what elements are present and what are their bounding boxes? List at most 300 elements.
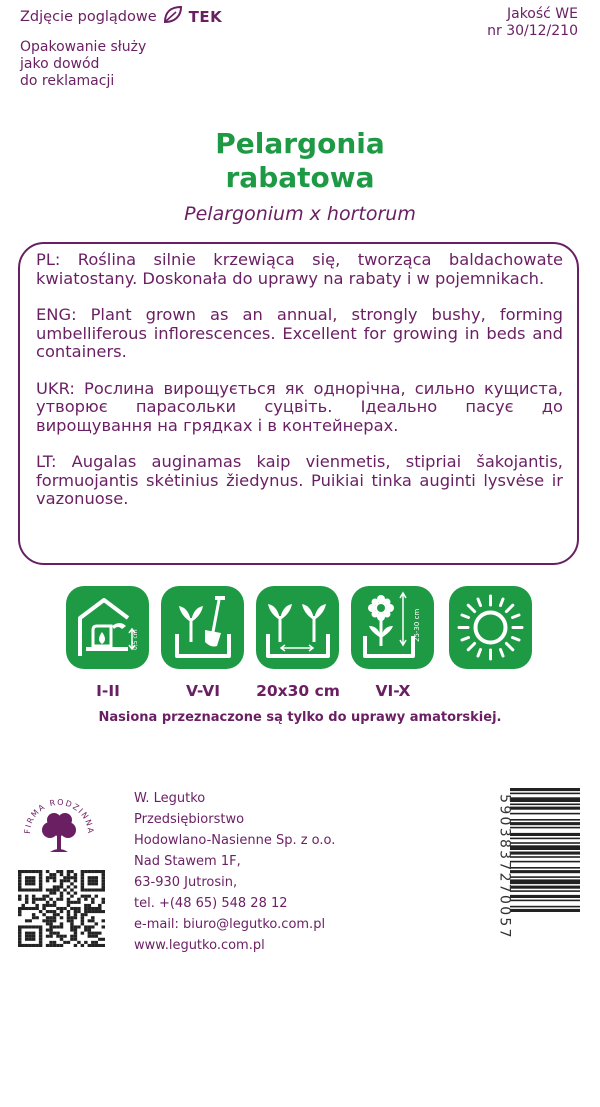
qr-module (60, 895, 63, 898)
leaf-icon (163, 6, 183, 29)
qr-module (77, 898, 80, 901)
qr-module (32, 944, 35, 947)
greenhouse-sowing-icon (66, 586, 149, 669)
qr-module (25, 879, 28, 882)
barcode-bar (510, 856, 580, 858)
qr-module (18, 885, 21, 888)
qr-module (74, 873, 77, 876)
qr-module (46, 922, 49, 925)
qr-module (81, 879, 84, 882)
package-note (20, 39, 222, 90)
qr-module (81, 919, 84, 922)
qr-module (39, 879, 42, 882)
qr-module (46, 870, 49, 873)
barcode-bar (510, 788, 580, 791)
qr-module (46, 901, 49, 904)
qr-module (39, 882, 42, 885)
barcode-digits: 5903837270057 (496, 794, 513, 940)
company-phone: tel. +(48 65) 548 28 12 (134, 896, 288, 911)
qr-module (32, 925, 35, 928)
qr-module (18, 913, 21, 916)
qr-module (25, 944, 28, 947)
qr-module (88, 944, 91, 947)
qr-module (70, 876, 73, 879)
qr-module (98, 938, 101, 941)
qr-module (60, 907, 63, 910)
qr-module (70, 916, 73, 919)
qr-module (35, 944, 38, 947)
qr-module (56, 935, 59, 938)
qr-module (67, 873, 70, 876)
qr-module (32, 901, 35, 904)
barcode-bar (510, 906, 580, 908)
tek-label: TEK (188, 8, 223, 26)
qr-module (74, 925, 77, 928)
qr-module (81, 870, 84, 873)
qr-module (84, 904, 87, 907)
qr-module (63, 907, 66, 910)
barcode-bar (510, 797, 580, 802)
qr-module (35, 898, 38, 901)
qr-module (53, 941, 56, 944)
description-box (18, 242, 579, 565)
qr-module (60, 938, 63, 941)
qr-module (56, 888, 59, 891)
qr-module (91, 944, 94, 947)
qr-module (88, 925, 91, 928)
barcode-bar (510, 900, 580, 902)
qr-module (49, 916, 52, 919)
qr-module (95, 910, 98, 913)
qr-module (95, 907, 98, 910)
qr-module (84, 898, 87, 901)
qr-module (67, 879, 70, 882)
qr-module (95, 879, 98, 882)
qr-module (21, 888, 24, 891)
qr-module (46, 879, 49, 882)
qr-module (70, 895, 73, 898)
qr-module (81, 895, 84, 898)
qr-module (63, 935, 66, 938)
qr-module (74, 907, 77, 910)
qr-module (81, 885, 84, 888)
qr-module (32, 895, 35, 898)
qr-module (102, 901, 105, 904)
qr-module (67, 904, 70, 907)
qr-module (49, 944, 52, 947)
barcode-bar (510, 870, 580, 873)
description-eng: ENG: Plant grown as an annual, strongly bushy, forming umbelliferous inflorescences. Excellent for growing in beds and containers. (36, 305, 563, 361)
qr-module (74, 913, 77, 916)
qr-module (39, 910, 42, 913)
qr-module (102, 938, 105, 941)
barcode-bar (510, 890, 580, 892)
qr-module (53, 910, 56, 913)
sowing-period-label: I-II (96, 682, 120, 700)
qr-module (25, 935, 28, 938)
qr-module (49, 898, 52, 901)
qr-module (95, 888, 98, 891)
qr-module (25, 888, 28, 891)
flowering-period-label: VI-X (375, 682, 411, 700)
barcode-bar (510, 807, 580, 810)
qr-module (60, 873, 63, 876)
qr-module (74, 935, 77, 938)
qr-module (53, 904, 56, 907)
qr-module (42, 913, 45, 916)
qr-module (56, 907, 59, 910)
qr-module (46, 895, 49, 898)
qr-module (88, 935, 91, 938)
qr-module (70, 922, 73, 925)
qr-module (49, 922, 52, 925)
qr-module (102, 873, 105, 876)
qr-module (67, 919, 70, 922)
qr-module (91, 932, 94, 935)
qr-module (91, 879, 94, 882)
qr-module (70, 870, 73, 873)
qr-module (53, 913, 56, 916)
qr-module (98, 888, 101, 891)
flowering-icon (351, 586, 434, 669)
qr-module (98, 904, 101, 907)
qr-module (88, 876, 91, 879)
qr-module (18, 876, 21, 879)
qr-module (74, 938, 77, 941)
qr-module (91, 907, 94, 910)
qr-module (21, 870, 24, 873)
qr-module (28, 876, 31, 879)
qr-module (60, 944, 63, 947)
qr-module (102, 910, 105, 913)
qr-module (32, 898, 35, 901)
qr-module (35, 888, 38, 891)
qr-module (63, 879, 66, 882)
qr-module (18, 935, 21, 938)
qr-module (91, 916, 94, 919)
qr-module (102, 876, 105, 879)
qr-module (81, 873, 84, 876)
barcode-bar (510, 852, 580, 855)
qr-module (39, 876, 42, 879)
qr-module (60, 892, 63, 895)
qr-module (67, 941, 70, 944)
qr-module (18, 929, 21, 932)
qr-module (56, 870, 59, 873)
description-ukr: UKR: Рослина вирощується як однорічна, сильно кущиста, утворює парасольки суцвіть. Ідеально пасує до вирощування на грядках і в контейнерах. (36, 378, 563, 435)
qr-module (28, 944, 31, 947)
svg-text:FIRMA RODZINNA: FIRMA RODZINNA (22, 797, 96, 836)
company-line: 63-930 Jutrosin, (134, 875, 238, 890)
qr-module (35, 907, 38, 910)
qr-module (60, 922, 63, 925)
qr-module (102, 882, 105, 885)
qr-module (35, 925, 38, 928)
qr-module (60, 898, 63, 901)
qr-module (77, 925, 80, 928)
qr-module (74, 944, 77, 947)
qr-module (18, 907, 21, 910)
barcode (488, 785, 583, 950)
qr-module (46, 919, 49, 922)
qr-module (42, 907, 45, 910)
qr-module (88, 910, 91, 913)
qr-module (81, 882, 84, 885)
amateur-note: Nasiona przeznaczone są tylko do uprawy amatorskiej. (98, 710, 502, 725)
qr-module (49, 932, 52, 935)
qr-module (60, 935, 63, 938)
planting-period-label: V-VI (186, 682, 220, 700)
qr-module (53, 879, 56, 882)
photo-note: Zdjęcie poglądowe (20, 9, 157, 25)
qr-module (88, 870, 91, 873)
qr-module (88, 895, 91, 898)
qr-module (28, 925, 31, 928)
qr-module (74, 910, 77, 913)
qr-module (95, 932, 98, 935)
product-title (0, 127, 600, 195)
barcode-bar (510, 861, 580, 863)
qr-module (46, 876, 49, 879)
qr-module (88, 904, 91, 907)
qr-module (28, 919, 31, 922)
qr-module (91, 910, 94, 913)
qr-module (56, 885, 59, 888)
qr-module (25, 919, 28, 922)
qr-module (91, 919, 94, 922)
qr-module (18, 888, 21, 891)
qr-module (39, 941, 42, 944)
description-pl: PL: Roślina silnie krzewiąca się, tworząca baldachowate kwiatostany. Doskonała do uprawy na rabaty i w pojemnikach. (36, 250, 563, 288)
qr-module (74, 885, 77, 888)
qr-module (25, 898, 28, 901)
qr-module (77, 901, 80, 904)
qr-module (32, 932, 35, 935)
qr-module (53, 885, 56, 888)
qr-module (56, 913, 59, 916)
qr-module (84, 941, 87, 944)
qr-module (39, 935, 42, 938)
qr-module (81, 888, 84, 891)
planting-out-icon (161, 586, 244, 669)
qr-module (102, 888, 105, 891)
qr-module (63, 941, 66, 944)
qr-module (25, 901, 28, 904)
qr-module (39, 932, 42, 935)
qr-module (53, 873, 56, 876)
qr-module (91, 941, 94, 944)
qr-module (46, 935, 49, 938)
qr-module (95, 935, 98, 938)
qr-module (95, 876, 98, 879)
barcode-bar (510, 793, 580, 795)
qr-module (28, 882, 31, 885)
qr-module (32, 916, 35, 919)
qr-module (74, 916, 77, 919)
qr-module (39, 944, 42, 947)
qr-module (74, 932, 77, 935)
qr-module (56, 898, 59, 901)
qr-module (81, 916, 84, 919)
quality-label: Jakość WE (506, 6, 578, 22)
barcode-bar (510, 827, 580, 829)
qr-module (74, 892, 77, 895)
qr-module (88, 888, 91, 891)
package-note-line: Opakowanie służy (20, 39, 147, 55)
qr-module (88, 907, 91, 910)
qr-module (35, 904, 38, 907)
qr-module (49, 910, 52, 913)
qr-module (56, 944, 59, 947)
company-email: e-mail: biuro@legutko.com.pl (134, 917, 326, 932)
barcode-bar (510, 895, 580, 898)
qr-module (53, 932, 56, 935)
qr-module (32, 888, 35, 891)
qr-module (21, 907, 24, 910)
height-label: 25-30 cm (413, 608, 421, 642)
qr-module (39, 925, 42, 928)
qr-module (60, 882, 63, 885)
qr-module (98, 932, 101, 935)
qr-module (49, 935, 52, 938)
qr-module (28, 879, 31, 882)
qr-module (49, 873, 52, 876)
qr-module (102, 879, 105, 882)
qr-module (88, 929, 91, 932)
qr-module (28, 870, 31, 873)
qr-module (49, 929, 52, 932)
qr-module (67, 876, 70, 879)
qr-module (60, 910, 63, 913)
qr-module (81, 876, 84, 879)
qr-module (67, 870, 70, 873)
qr-module (53, 876, 56, 879)
qr-module (60, 879, 63, 882)
company-line: Przedsiębiorstwo (134, 812, 245, 827)
qr-module (91, 901, 94, 904)
qr-module (53, 901, 56, 904)
qr-module (25, 870, 28, 873)
qr-code (18, 870, 105, 947)
qr-module (25, 925, 28, 928)
qr-module (39, 898, 42, 901)
qr-module (67, 885, 70, 888)
qr-module (53, 919, 56, 922)
spacing-icon (256, 586, 339, 669)
description-lt: LT: Augalas auginamas kaip vienmetis, stipriai šakojantis, formuojantis skėtinius žiedynus. Puikiai tinka auginti lysvėse ir vazonuose. (36, 452, 563, 508)
spacing-label: 20x30 cm (256, 682, 340, 700)
qr-module (60, 916, 63, 919)
header-right (487, 6, 578, 40)
qr-module (18, 910, 21, 913)
qr-module (46, 916, 49, 919)
barcode-bar (510, 842, 580, 844)
qr-module (42, 919, 45, 922)
qr-module (42, 898, 45, 901)
qr-module (46, 910, 49, 913)
qr-module (32, 935, 35, 938)
qr-module (67, 910, 70, 913)
barcode-bar (510, 879, 580, 884)
qr-module (70, 907, 73, 910)
qr-module (74, 901, 77, 904)
qr-module (39, 870, 42, 873)
qr-module (18, 873, 21, 876)
qr-module (74, 929, 77, 932)
qr-module (53, 892, 56, 895)
qr-module (67, 892, 70, 895)
barcode-bar (510, 886, 580, 889)
qr-module (81, 913, 84, 916)
qr-module (18, 895, 21, 898)
qr-module (25, 938, 28, 941)
qr-module (81, 944, 84, 947)
qr-module (84, 907, 87, 910)
qr-module (70, 901, 73, 904)
qr-module (95, 922, 98, 925)
qr-module (18, 898, 21, 901)
qr-module (91, 925, 94, 928)
barcode-bar (510, 813, 580, 815)
qr-module (25, 882, 28, 885)
qr-module (21, 925, 24, 928)
qr-module (46, 929, 49, 932)
depth-label: 0,5 cm (132, 629, 139, 650)
qr-module (46, 888, 49, 891)
qr-module (77, 941, 80, 944)
sun-icon (449, 586, 532, 669)
qr-module (49, 941, 52, 944)
qr-module (74, 876, 77, 879)
qr-module (32, 907, 35, 910)
qr-module (74, 879, 77, 882)
barcode-bar (510, 819, 580, 821)
title-line-1: Pelargonia (215, 127, 385, 160)
qr-module (49, 892, 52, 895)
qr-module (49, 876, 52, 879)
qr-module (25, 876, 28, 879)
qr-module (102, 885, 105, 888)
qr-module (46, 904, 49, 907)
qr-module (70, 935, 73, 938)
qr-module (70, 882, 73, 885)
qr-module (70, 919, 73, 922)
qr-module (32, 882, 35, 885)
qr-module (98, 870, 101, 873)
qr-module (18, 944, 21, 947)
qr-module (95, 941, 98, 944)
qr-module (39, 929, 42, 932)
qr-module (88, 932, 91, 935)
qr-module (25, 907, 28, 910)
qr-module (39, 873, 42, 876)
company-website: www.legutko.com.pl (134, 938, 265, 953)
qr-module (67, 898, 70, 901)
qr-module (49, 888, 52, 891)
qr-module (32, 938, 35, 941)
barcode-bar (510, 845, 580, 850)
barcode-bar (510, 833, 580, 836)
qr-module (25, 895, 28, 898)
qr-module (88, 882, 91, 885)
qr-module (91, 935, 94, 938)
qr-module (84, 913, 87, 916)
qr-module (35, 870, 38, 873)
qr-module (63, 888, 66, 891)
barcode-bar (510, 867, 580, 869)
qr-module (32, 870, 35, 873)
qr-module (49, 904, 52, 907)
